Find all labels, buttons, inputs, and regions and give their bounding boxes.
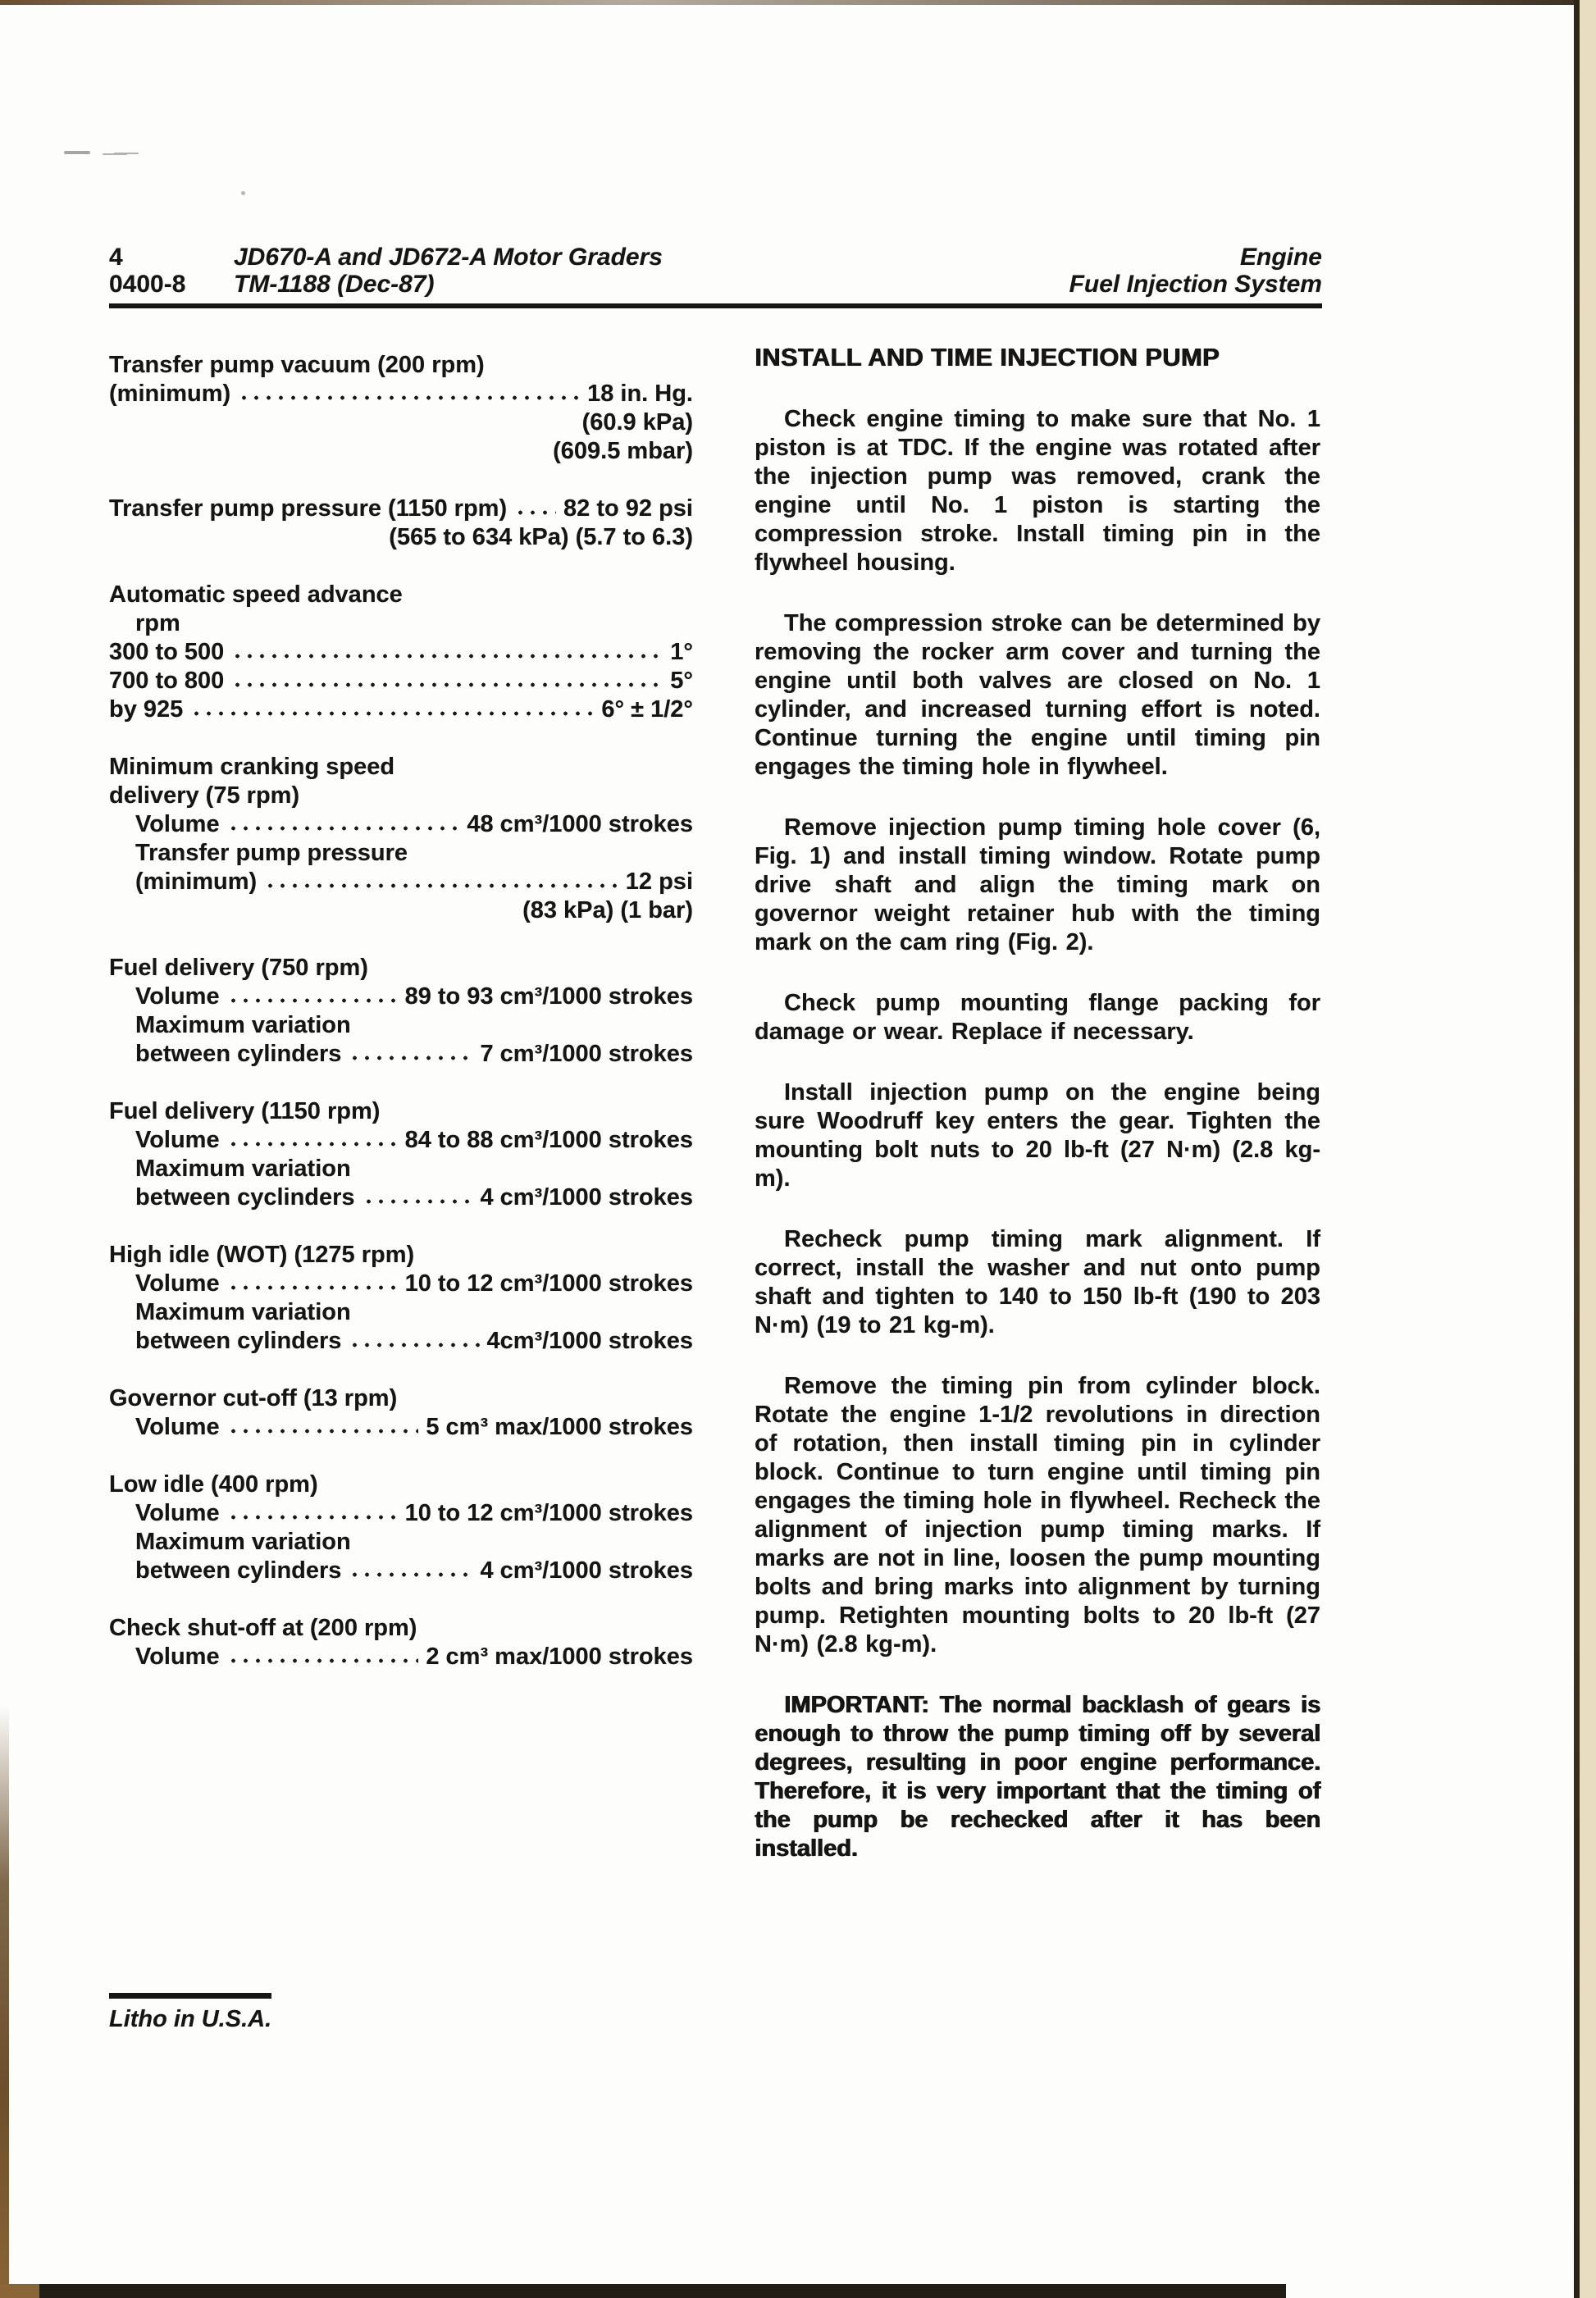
spec-line [109, 1270, 693, 1298]
spec-line [109, 1327, 693, 1356]
spec-heading-line: Transfer pump pressure [135, 840, 408, 866]
article-paragraphs [755, 405, 1320, 1863]
spec-label: (minimum) [135, 869, 258, 895]
instructions-column [755, 343, 1320, 1895]
spec-label: 300 to 500 [109, 639, 225, 665]
spec-heading-line: Maximum variation [135, 1012, 351, 1038]
scan-edge-right-tan [1578, 0, 1596, 2298]
dot-leader [227, 825, 460, 832]
dot-leader [227, 1284, 398, 1291]
spec-line [109, 1499, 693, 1528]
spec-label: (minimum) [109, 381, 231, 407]
dot-leader [227, 1141, 398, 1147]
spec-heading-line: Automatic speed advance [109, 581, 403, 608]
spec-continuation-value: (83 kPa) (1 bar) [522, 897, 693, 923]
scan-edge-top [0, 0, 1596, 5]
dot-leader [231, 682, 663, 688]
spec-value: 4cm³/1000 strokes [486, 1328, 693, 1354]
dot-leader [231, 653, 663, 659]
spec-heading-line: Low idle (400 rpm) [109, 1471, 318, 1498]
spec-heading-line: Fuel delivery (750 rpm) [109, 955, 368, 981]
spec-line [109, 1413, 693, 1442]
spec-label: between cylinders [135, 1041, 342, 1067]
dot-leader [238, 394, 580, 401]
specifications-column [109, 343, 693, 1895]
spec-heading-line: Transfer pump vacuum (200 rpm) [109, 352, 485, 378]
spec-label: Volume [135, 983, 220, 1010]
spec-label: between cylinders [135, 1557, 342, 1584]
spec-line [109, 667, 693, 695]
spec-heading-line: Maximum variation [135, 1156, 351, 1182]
spec-block [109, 581, 693, 724]
page-number: 4 [109, 244, 123, 271]
scan-artifact-dash [64, 151, 90, 154]
spec-label: Volume [135, 811, 220, 837]
dot-leader [264, 882, 618, 889]
spec-label: Volume [135, 1270, 220, 1297]
spec-label: Volume [135, 1644, 220, 1670]
spec-label: Volume [135, 1127, 220, 1153]
spec-line [109, 1557, 693, 1585]
dot-leader [227, 997, 398, 1004]
article-heading: INSTALL AND TIME INJECTION PUMP [755, 343, 1220, 372]
dot-leader [349, 1055, 472, 1061]
spec-line [109, 495, 693, 523]
spec-continuation-value: (60.9 kPa) [581, 409, 693, 435]
paragraph: Remove injection pump timing hole cover (6, Fig. 1) and install timing window. Rotate pump drive shaft and align the timing mark on governor weight retainer hub with the timing mark on the cam ring (Fig. 2). [755, 814, 1320, 955]
spec-value: 82 to 92 psi [563, 495, 693, 522]
scan-edge-bottom-band [39, 2284, 1286, 2298]
spec-label: between cyclinders [135, 1184, 355, 1211]
spec-line [109, 983, 693, 1011]
spec-value: 48 cm³/1000 strokes [467, 811, 693, 837]
spec-heading-line: Maximum variation [135, 1299, 351, 1325]
spec-label: Volume [135, 1414, 220, 1440]
spec-label: between cylinders [135, 1328, 342, 1354]
dot-leader [349, 1342, 479, 1348]
spec-value: 89 to 93 cm³/1000 strokes [404, 983, 693, 1010]
litho-note: Litho in U.S.A. [109, 2006, 272, 2032]
spec-value: 18 in. Hg. [587, 381, 693, 407]
spec-label: Transfer pump pressure (1150 rpm) [109, 495, 508, 522]
paragraph: Check pump mounting flange packing for damage or wear. Replace if necessary. [755, 990, 1320, 1045]
spec-heading-line: delivery (75 rpm) [109, 782, 300, 809]
spec-block [109, 753, 693, 925]
paragraph: Remove the timing pin from cylinder block. Rotate the engine 1-1/2 revolutions in direction of rotation, then install timing pin in cylinder block. Continue to turn engine until timing pin engages the timing hole in flywheel. Recheck the alignment of injection pump timing marks. If marks are not in line, loosen the pump mounting bolts and bring marks into alignment by turning pump. Retighten mounting bolts to 20 lb-ft (27 N·m) (2.8 kg-m). [755, 1373, 1320, 1657]
spec-value: 10 to 12 cm³/1000 strokes [404, 1270, 693, 1297]
spec-label: 700 to 800 [109, 668, 225, 694]
spec-continuation-value: (565 to 634 kPa) (5.7 to 6.3) [389, 524, 693, 550]
spec-value: 6° ± 1/2° [601, 696, 693, 723]
dot-leader [227, 1428, 419, 1434]
spec-label: Volume [135, 1500, 220, 1526]
spec-block [109, 954, 693, 1069]
manual-title: JD670-A and JD672-A Motor Graders [234, 244, 663, 271]
spec-heading-line: Minimum cranking speed [109, 754, 395, 780]
spec-line [109, 638, 693, 667]
paragraph: Recheck pump timing mark alignment. If correct, install the washer and nut onto pump shaft and tighten to 140 to 150 lb-ft (190 to 203 N·m) (19 to 21 kg-m). [755, 1226, 1320, 1338]
paragraph: Install injection pump on the engine being sure Woodruff key enters the gear. Tighten the mounting bolt nuts to 20 lb-ft (27 N·m) (2.8 kg-m). [755, 1079, 1320, 1192]
spec-heading-line: High idle (WOT) (1275 rpm) [109, 1242, 415, 1268]
header-left-group [109, 244, 663, 298]
dot-leader [363, 1198, 473, 1205]
header-right-group [1069, 244, 1322, 298]
dot-leader [227, 1514, 398, 1521]
spec-block [109, 351, 693, 466]
spec-value: 1° [670, 639, 693, 665]
spec-line [109, 380, 693, 408]
spec-label: by 925 [109, 696, 184, 723]
spec-block [109, 495, 693, 552]
spec-line [109, 1643, 693, 1671]
page-footer [109, 1993, 271, 2033]
page-body [109, 343, 1320, 1895]
dot-leader [349, 1571, 472, 1578]
spec-block [109, 1614, 693, 1671]
spec-value: 4 cm³/1000 strokes [480, 1557, 693, 1584]
spec-line [109, 695, 693, 724]
paragraph: Check engine timing to make sure that No. 1 piston is at TDC. If the engine was rotated after the injection pump was removed, crank the engine until No. 1 piston is starting the compression stroke. Install timing pin in the flywheel housing. [755, 406, 1320, 576]
scan-edge-left-line [0, 1706, 9, 2298]
spec-continuation-value: (609.5 mbar) [553, 438, 693, 464]
section-number: 0400-8 [109, 271, 186, 298]
scan-artifact-speck [241, 191, 245, 195]
dot-leader [514, 509, 556, 516]
spec-block [109, 1097, 693, 1212]
header-subsection-name: Fuel Injection System [1069, 271, 1322, 298]
spec-value: 5 cm³ max/1000 strokes [426, 1414, 693, 1440]
spec-heading-line: rpm [135, 610, 180, 636]
spec-value: 2 cm³ max/1000 strokes [426, 1644, 693, 1670]
header-section-name: Engine [1239, 244, 1322, 271]
scan-edge-right-line [1574, 0, 1580, 2298]
dot-leader [190, 710, 594, 717]
spec-value: 12 psi [625, 869, 693, 895]
spec-value: 84 to 88 cm³/1000 strokes [404, 1127, 693, 1153]
header-numbers [109, 244, 234, 298]
spec-block [109, 1241, 693, 1356]
paragraph: The compression stroke can be determined by removing the rocker arm cover and turning the engine until both valves are closed on No. 1 cylinder, and increased turning effort is noted. Continue turning the engine until timing pin engages the timing hole in flywheel. [755, 610, 1320, 780]
scan-edge-bottom-left [0, 2284, 39, 2298]
spec-heading-line: Fuel delivery (1150 rpm) [109, 1098, 381, 1124]
header-titles [234, 244, 663, 298]
manual-number: TM-1188 (Dec-87) [234, 271, 435, 298]
footer-rule [109, 1993, 271, 1999]
spec-line [109, 1040, 693, 1069]
spec-line [109, 868, 693, 896]
spec-heading-line: Check shut-off at (200 rpm) [109, 1615, 417, 1641]
spec-line [109, 1183, 693, 1212]
spec-value: 7 cm³/1000 strokes [480, 1041, 693, 1067]
spec-value: 5° [670, 668, 693, 694]
dot-leader [227, 1657, 419, 1664]
page-header [109, 244, 1322, 308]
spec-block [109, 1470, 693, 1585]
spec-line [109, 1126, 693, 1155]
spec-block [109, 1384, 693, 1442]
spec-value: 4 cm³/1000 strokes [480, 1184, 693, 1211]
spec-heading-line: Maximum variation [135, 1529, 351, 1555]
important-note: IMPORTANT: The normal backlash of gears is enough to throw the pump timing off by several degrees, resulting in poor engine performance. Therefore, it is very important that the timing of the pump be rechecked after it has been installed. [755, 1692, 1320, 1862]
spec-heading-line: Governor cut-off (13 rpm) [109, 1385, 398, 1411]
spec-value: 10 to 12 cm³/1000 strokes [404, 1500, 693, 1526]
spec-line [109, 810, 693, 839]
